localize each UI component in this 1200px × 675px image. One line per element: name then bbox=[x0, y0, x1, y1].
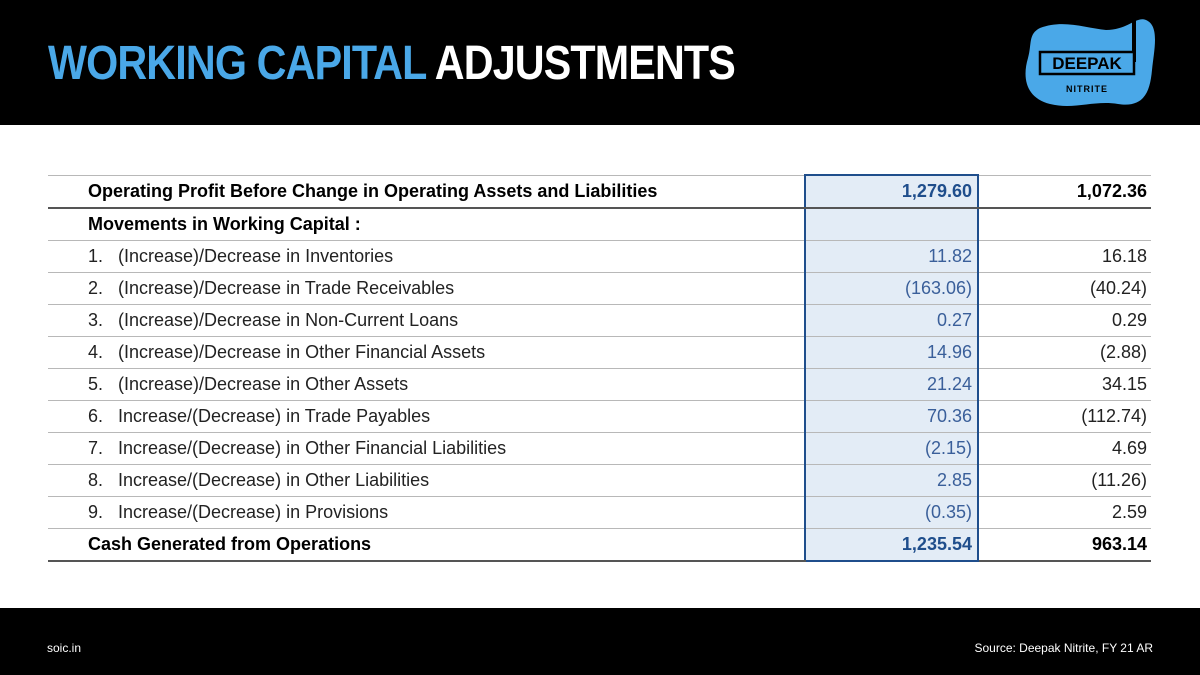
title-main-text: ADJUSTMENTS bbox=[434, 37, 735, 90]
footer-source: Source: Deepak Nitrite, FY 21 AR bbox=[974, 641, 1153, 655]
logo-line2: NITRITE bbox=[1066, 84, 1108, 94]
row-label: Operating Profit Before Change in Operating Assets and Liabilities bbox=[48, 175, 805, 208]
value-cell-previous: (112.74) bbox=[978, 401, 1151, 433]
value-cell-previous: (11.26) bbox=[978, 465, 1151, 497]
value-cell-current: 14.96 bbox=[805, 337, 978, 369]
value-cell-previous bbox=[978, 208, 1151, 241]
footer-bar bbox=[0, 608, 1200, 675]
table-row bbox=[48, 241, 1151, 273]
table-row bbox=[48, 433, 1151, 465]
header-bar bbox=[0, 0, 1200, 125]
row-label: 4. (Increase)/Decrease in Other Financial Assets bbox=[48, 337, 805, 369]
table-row-operating-profit bbox=[48, 175, 1151, 208]
table-row bbox=[48, 337, 1151, 369]
table-row-cash-generated bbox=[48, 529, 1151, 562]
value-cell-current: 70.36 bbox=[805, 401, 978, 433]
value-cell-previous: 1,072.36 bbox=[978, 175, 1151, 208]
value-cell-current: (0.35) bbox=[805, 497, 978, 529]
value-cell-previous: 4.69 bbox=[978, 433, 1151, 465]
value-cell-current: 2.85 bbox=[805, 465, 978, 497]
logo-line1: DEEPAK bbox=[1052, 54, 1122, 73]
value-cell-previous: 2.59 bbox=[978, 497, 1151, 529]
value-cell-previous: 16.18 bbox=[978, 241, 1151, 273]
table-row bbox=[48, 305, 1151, 337]
row-label: 3. (Increase)/Decrease in Non-Current Loans bbox=[48, 305, 805, 337]
row-label: 5. (Increase)/Decrease in Other Assets bbox=[48, 369, 805, 401]
row-label: 2. (Increase)/Decrease in Trade Receivables bbox=[48, 273, 805, 305]
value-cell-previous: 963.14 bbox=[978, 529, 1151, 562]
row-label: 9. Increase/(Decrease) in Provisions bbox=[48, 497, 805, 529]
value-cell-current: (163.06) bbox=[805, 273, 978, 305]
footer-site: soic.in bbox=[47, 641, 82, 655]
working-capital-table bbox=[48, 174, 1151, 562]
value-cell-previous: (40.24) bbox=[978, 273, 1151, 305]
value-cell-current: 1,235.54 bbox=[805, 529, 978, 562]
table-row bbox=[48, 369, 1151, 401]
value-cell-current bbox=[805, 208, 978, 241]
table-row-section-heading bbox=[48, 208, 1151, 241]
page-title bbox=[48, 36, 735, 92]
row-label: Cash Generated from Operations bbox=[48, 529, 805, 562]
table-row bbox=[48, 465, 1151, 497]
value-cell-current: (2.15) bbox=[805, 433, 978, 465]
table-row bbox=[48, 401, 1151, 433]
table-row bbox=[48, 497, 1151, 529]
row-label: 7. Increase/(Decrease) in Other Financial Liabilities bbox=[48, 433, 805, 465]
row-label: 6. Increase/(Decrease) in Trade Payables bbox=[48, 401, 805, 433]
value-cell-current: 11.82 bbox=[805, 241, 978, 273]
value-cell-previous: (2.88) bbox=[978, 337, 1151, 369]
value-cell-current: 0.27 bbox=[805, 305, 978, 337]
row-label: 1. (Increase)/Decrease in Inventories bbox=[48, 241, 805, 273]
row-label: 8. Increase/(Decrease) in Other Liabilities bbox=[48, 465, 805, 497]
value-cell-current: 1,279.60 bbox=[805, 175, 978, 208]
value-cell-previous: 34.15 bbox=[978, 369, 1151, 401]
title-accent-text: WORKING CAPITAL bbox=[48, 37, 426, 90]
value-cell-previous: 0.29 bbox=[978, 305, 1151, 337]
deepak-nitrite-logo bbox=[1018, 14, 1158, 110]
table-row bbox=[48, 273, 1151, 305]
row-label: Movements in Working Capital : bbox=[48, 208, 805, 241]
value-cell-current: 21.24 bbox=[805, 369, 978, 401]
